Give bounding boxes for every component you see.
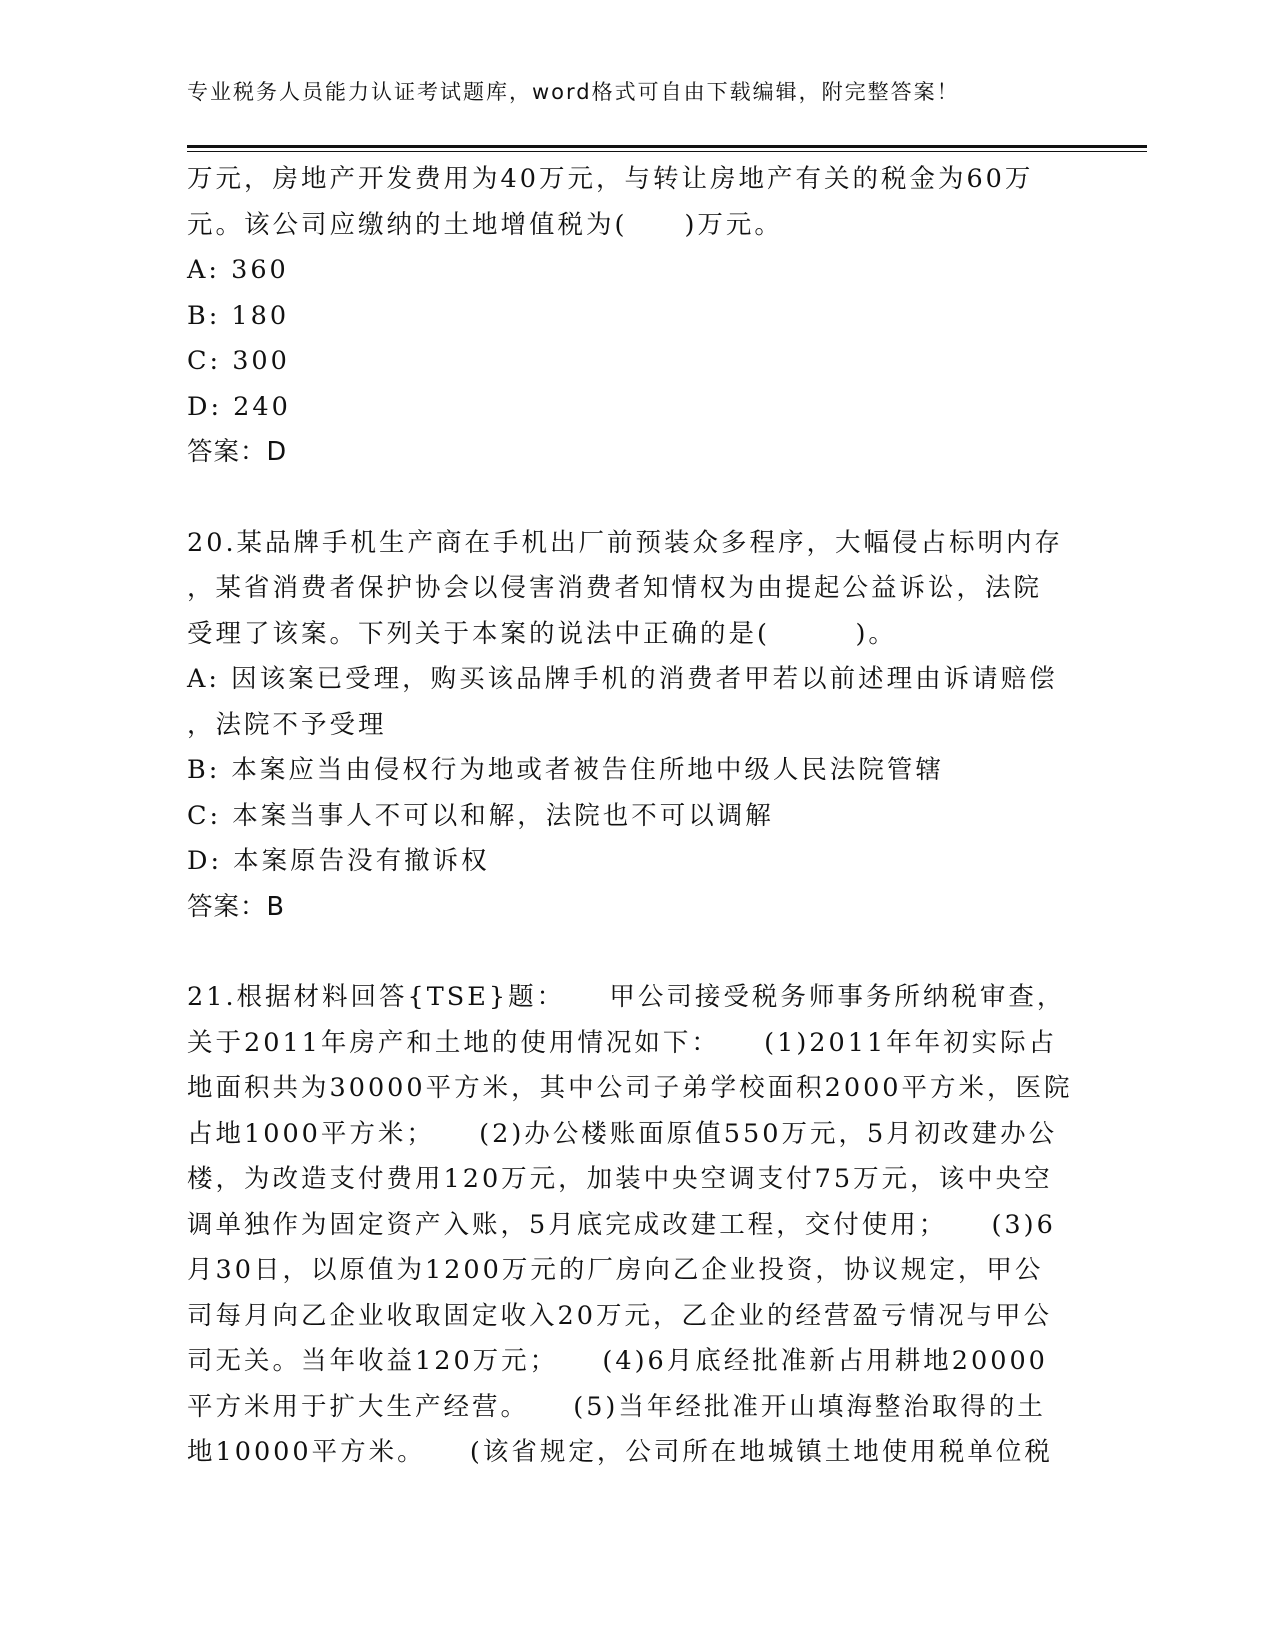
question-stem-line: 平方米用于扩大生产经营。 (5)当年经批准开山填海整治取得的土 (187, 1391, 1046, 1422)
question-stem-line: 司无关。当年收益120万元； (4)6月底经批准新占用耕地20000 (187, 1346, 1048, 1376)
question-stem-line: 楼，为改造支付费用120万元，加装中央空调支付75万元，该中央空 (187, 1164, 1053, 1194)
question-stem-line: 调单独作为固定资产入账，5月底完成改建工程，交付使用； (3)6 (187, 1209, 1056, 1240)
question-19 (187, 157, 1087, 476)
header-rule-thin (187, 151, 1147, 152)
option-a-continued: ，法院不予受理 (187, 709, 387, 740)
option-c: C: 300 (187, 346, 290, 376)
question-stem-line: 月30日，以原值为1200万元的厂房向乙企业投资，协议规定，甲公 (187, 1255, 1044, 1285)
answer-line: 答案：D (187, 437, 288, 467)
question-20 (187, 521, 1087, 931)
option-a: A: 因该案已受理，购买该品牌手机的消费者甲若以前述理由诉请赔偿 (187, 664, 1058, 694)
question-stem-line: 司每月向乙企业收取固定收入20万元，乙企业的经营盈亏情况与甲公 (187, 1300, 1052, 1331)
option-d: D: 240 (187, 391, 291, 422)
question-stem-line: 元。该公司应缴纳的土地增值税为( )万元。 (187, 209, 783, 240)
page-header: 专业税务人员能力认证考试题库，word格式可自由下载编辑，附完整答案！ (187, 80, 960, 104)
document-body (187, 157, 1087, 1476)
header-rule-thick (187, 145, 1147, 148)
answer-line: 答案：B (187, 891, 285, 922)
question-stem-line: 20.某品牌手机生产商在手机出厂前预装众多程序，大幅侵占标明内存 (187, 527, 1064, 558)
question-stem-line: 占地1000平方米； (2)办公楼账面原值550万元，5月初改建办公 (187, 1118, 1058, 1149)
question-stem-line: 地10000平方米。 (该省规定，公司所在地城镇土地使用税单位税 (187, 1437, 1053, 1467)
question-stem-line: ，某省消费者保护协会以侵害消费者知情权为由提起公益诉讼，法院 (187, 573, 1043, 603)
option-b: B: 180 (187, 300, 290, 331)
question-stem-line: 21.根据材料回答{TSE}题： 甲公司接受税务师事务所纳税审查， (187, 982, 1066, 1012)
question-stem-line: 关于2011年房产和土地的使用情况如下： (1)2011年年初实际占 (187, 1027, 1058, 1058)
spacer (187, 930, 1087, 975)
question-21 (187, 975, 1087, 1476)
option-c: C: 本案当事人不可以和解，法院也不可以调解 (187, 800, 774, 831)
question-stem-line: 万元，房地产开发费用为40万元，与转让房地产有关的税金为60万 (187, 164, 1034, 194)
option-d: D: 本案原告没有撤诉权 (187, 846, 490, 876)
question-stem-line: 受理了该案。下列关于本案的说法中正确的是( )。 (187, 618, 897, 649)
option-b: B: 本案应当由侵权行为地或者被告住所地中级人民法院管辖 (187, 755, 944, 785)
spacer (187, 476, 1087, 521)
option-a: A: 360 (187, 255, 289, 285)
question-stem-line: 地面积共为30000平方米，其中公司子弟学校面积2000平方米，医院 (187, 1073, 1073, 1103)
